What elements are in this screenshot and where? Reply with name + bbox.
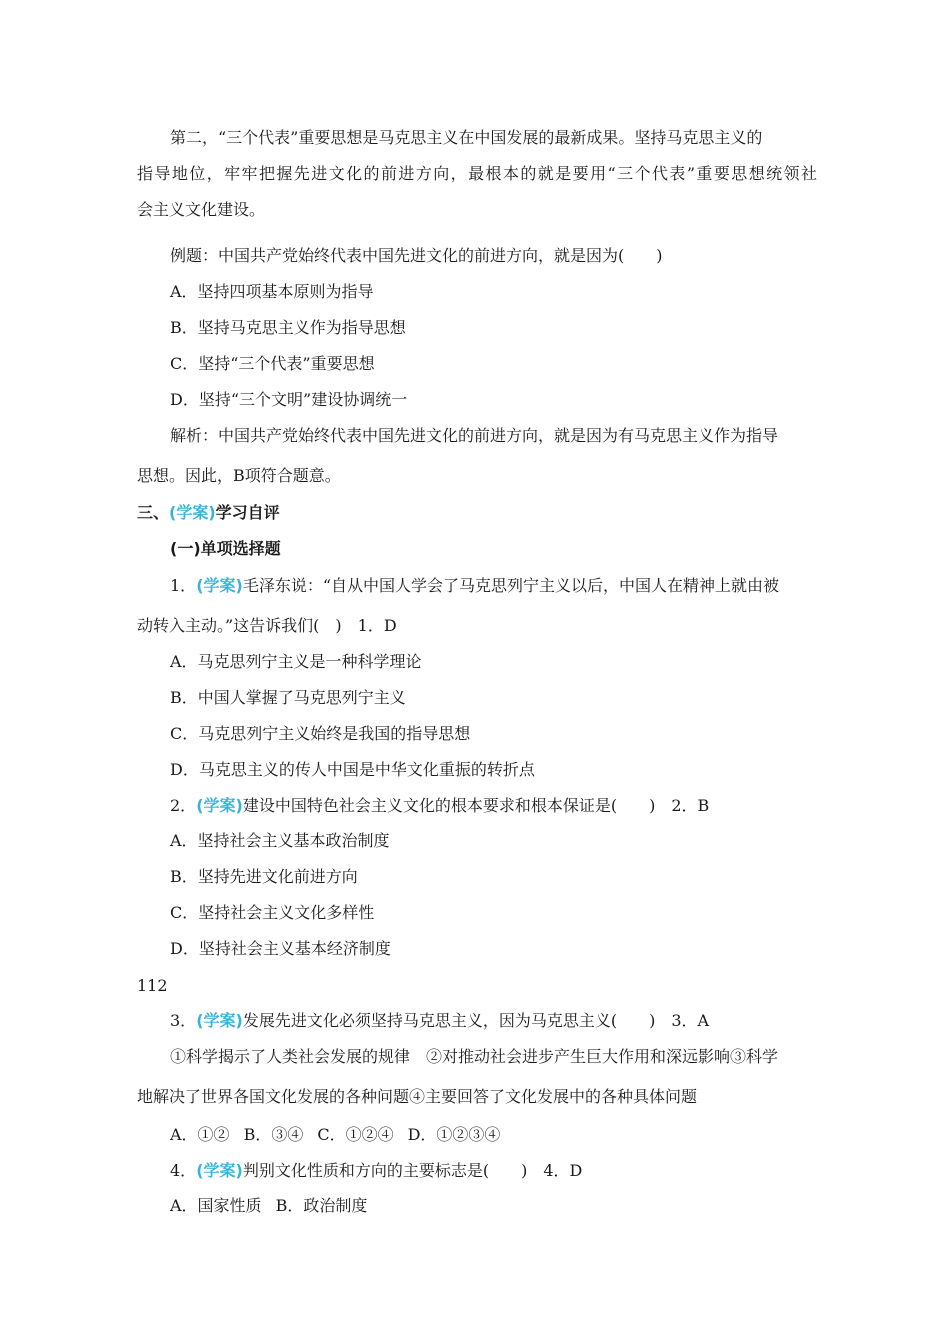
q4-option-b: B．政治制度 (275, 1196, 368, 1215)
question-number: 1． (170, 576, 197, 595)
question-tag: (学案) (196, 1161, 243, 1180)
q2-option-c: C．坚持社会主义文化多样性 (170, 903, 375, 922)
paragraph-line: 会主义文化建设。 (137, 200, 266, 219)
example-analysis: 解析：中国共产党始终代表中国先进文化的前进方向，就是因为有马克思主义作为指导 (170, 426, 779, 445)
q1-option-b: B．中国人掌握了马克思列宁主义 (170, 688, 406, 707)
question-tag: (学案) (196, 796, 243, 815)
question-tag: (学案) (196, 576, 243, 595)
q4-option-a: A．国家性质 (170, 1196, 262, 1215)
paragraph-line: 指导地位，牢牢把握先进文化的前进方向，最根本的就是要用“三个代表”重要思想统领社 (137, 164, 817, 183)
q3-option-b: B．③④ (243, 1125, 304, 1144)
question-4 (170, 1160, 850, 1182)
example-option-a: A．坚持四项基本原则为指导 (170, 282, 374, 301)
q3-options (170, 1124, 850, 1146)
section-title: 学习自评 (215, 503, 280, 522)
section-tag: (学案) (169, 503, 216, 522)
question-text: 发展先进文化必须坚持马克思主义，因为马克思主义( ) 3．A (242, 1011, 710, 1030)
q1-option-a: A．马克思列宁主义是一种科学理论 (170, 652, 422, 671)
question-1-continued: 动转入主动。”这告诉我们( ) 1．D (137, 616, 397, 635)
question-number: 3． (170, 1011, 197, 1030)
q2-option-a: A．坚持社会主义基本政治制度 (170, 831, 390, 850)
q2-option-b: B．坚持先进文化前进方向 (170, 867, 358, 886)
q3-option-a: A．①② (170, 1125, 230, 1144)
q3-option-d: D．①②③④ (407, 1125, 501, 1144)
example-question: 例题：中国共产党始终代表中国先进文化的前进方向，就是因为( ) (170, 246, 663, 265)
example-analysis: 思想。因此，B项符合题意。 (137, 466, 341, 485)
q2-option-d: D．坚持社会主义基本经济制度 (170, 939, 391, 958)
question-2 (170, 795, 850, 817)
question-text: 判别文化性质和方向的主要标志是( ) 4．D (242, 1161, 583, 1180)
q3-option-c: C．①②④ (317, 1125, 394, 1144)
page-number: 112 (137, 976, 168, 995)
section-heading (137, 502, 817, 524)
q1-option-c: C．马克思列宁主义始终是我国的指导思想 (170, 724, 471, 743)
q1-option-d: D．马克思主义的传人中国是中华文化重振的转折点 (170, 760, 535, 779)
example-option-b: B．坚持马克思主义作为指导思想 (170, 318, 406, 337)
example-option-d: D．坚持“三个文明”建设协调统一 (170, 390, 408, 409)
question-tag: (学案) (196, 1011, 243, 1030)
example-option-c: C．坚持“三个代表”重要思想 (170, 354, 375, 373)
q4-options (170, 1195, 850, 1217)
question-text: 建设中国特色社会主义文化的根本要求和根本保证是( ) 2．B (242, 796, 710, 815)
question-3 (170, 1010, 850, 1032)
q3-statements: ①科学揭示了人类社会发展的规律 ②对推动社会进步产生巨大作用和深远影响③科学 (170, 1047, 779, 1066)
question-1 (170, 575, 850, 597)
question-number: 2． (170, 796, 197, 815)
paragraph-line: 第二，“三个代表”重要思想是马克思主义在中国发展的最新成果。坚持马克思主义的 (170, 128, 763, 147)
q3-statements: 地解决了世界各国文化发展的各种问题④主要回答了文化发展中的各种具体问题 (137, 1087, 698, 1106)
subsection-heading: (一)单项选择题 (170, 539, 281, 558)
section-prefix: 三、 (137, 503, 170, 522)
question-text: 毛泽东说：“自从中国人学会了马克思列宁主义以后，中国人在精神上就由被 (242, 576, 780, 595)
question-number: 4． (170, 1161, 197, 1180)
